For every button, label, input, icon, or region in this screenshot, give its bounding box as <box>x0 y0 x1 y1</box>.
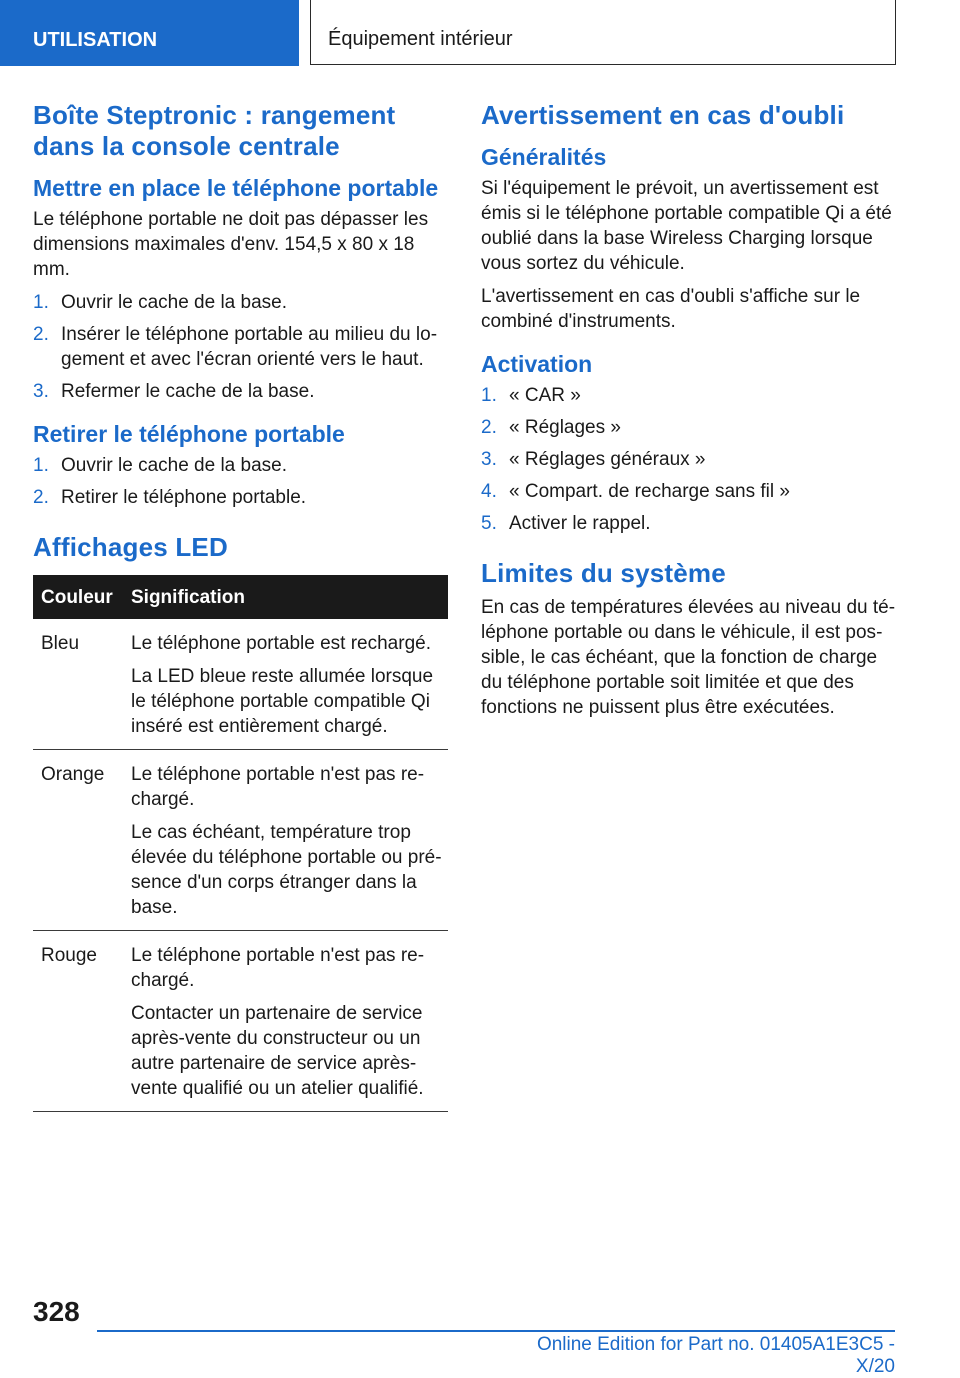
step-text: Ouvrir le cache de la base. <box>61 455 288 476</box>
list-item <box>33 322 448 372</box>
list-item <box>481 447 896 472</box>
led-color: Rouge <box>33 931 123 1112</box>
list-item <box>33 453 448 478</box>
table-row <box>33 931 448 1112</box>
list-item <box>33 290 448 315</box>
step-number: 5. <box>481 513 497 534</box>
step-text: « CAR » <box>509 385 581 406</box>
footer-divider <box>97 1330 895 1332</box>
meaning-line: Le téléphone portable n'est pas rechargé. <box>131 764 425 810</box>
column-header-meaning: Signification <box>123 575 448 619</box>
right-column <box>481 100 896 728</box>
chapter-title: Équipement intérieur <box>310 0 896 65</box>
section-tab[interactable]: UTILISATION <box>0 0 299 66</box>
step-text: Refermer le cache de la base. <box>61 381 315 402</box>
meaning-line: La LED bleue reste allumée lorsque le téléphone portable compatible Qi inséré est entièrement chargé. <box>131 666 434 737</box>
remove-phone-heading: Retirer le téléphone portable <box>33 421 345 447</box>
step-number: 1. <box>33 292 49 313</box>
system-limits-text: En cas de températures élevées au niveau du téléphone portable ou dans le véhicule, il est possible, le cas échéant, que la fonction de charge du téléphone portable soit limitée et que des fonctions ne puissent plus être exécutées. <box>481 597 896 718</box>
led-color: Orange <box>33 750 123 931</box>
dimension-note: Le téléphone portable ne doit pas dépasser les dimensions maximales d'env. 154,5 x 80 x 18 mm. <box>33 209 429 280</box>
system-limits-heading: Limites du système <box>481 558 726 588</box>
table-row <box>33 619 448 750</box>
page-number: 328 <box>33 1296 80 1327</box>
insert-steps-list <box>33 290 448 404</box>
led-meaning <box>123 750 448 931</box>
reminder-title: Avertissement en cas d'oubli <box>481 100 845 130</box>
step-text: Retirer le téléphone portable. <box>61 487 307 508</box>
step-number: 1. <box>481 385 497 406</box>
step-text: « Réglages généraux » <box>509 449 706 470</box>
led-meaning <box>123 931 448 1112</box>
meaning-line: Le cas échéant, température trop élevée du téléphone portable ou présence d'un corps étranger dans la base. <box>131 822 442 918</box>
remove-steps-list <box>33 453 448 510</box>
table-header-row <box>33 575 448 619</box>
list-item <box>481 479 896 504</box>
table-row <box>33 750 448 931</box>
column-header-color: Couleur <box>33 575 123 619</box>
led-table <box>33 575 448 1112</box>
step-text: « Réglages » <box>509 417 621 438</box>
step-number: 3. <box>33 381 49 402</box>
step-number: 2. <box>33 487 49 508</box>
step-text: Ouvrir le cache de la base. <box>61 292 288 313</box>
edition-note: Online Edition for Part no. 01405A1E3C5 - X/20 <box>536 1334 895 1377</box>
list-item <box>33 485 448 510</box>
led-heading: Affichages LED <box>33 532 228 562</box>
meaning-line: Contacter un partenaire de service après-vente du constructeur ou un autre partenaire de service après-vente qualifié ou un atelier qualifié. <box>131 1003 424 1099</box>
led-meaning <box>123 619 448 750</box>
meaning-line: Le téléphone portable est rechargé. <box>131 633 431 654</box>
insert-phone-heading: Mettre en place le téléphone portable <box>33 175 439 201</box>
left-column <box>33 100 448 1112</box>
led-color: Bleu <box>33 619 123 750</box>
step-number: 2. <box>481 417 497 438</box>
list-item <box>481 511 896 536</box>
general-paragraph: L'avertissement en cas d'oubli s'affiche sur le combiné d'instruments. <box>481 286 861 332</box>
step-text: Insérer le téléphone portable au milieu du logement et avec l'écran orienté vers le haut. <box>61 324 438 370</box>
step-number: 3. <box>481 449 497 470</box>
step-number: 2. <box>33 324 49 345</box>
step-number: 4. <box>481 481 497 502</box>
step-text: « Compart. de recharge sans fil » <box>509 481 790 502</box>
general-paragraph: Si l'équipement le prévoit, un avertissement est émis si le téléphone portable compatible Qi a été oublié dans la base Wireless Charging lorsque vous sortez du véhicule. <box>481 178 892 274</box>
list-item <box>481 415 896 440</box>
list-item <box>33 379 448 404</box>
step-number: 1. <box>33 455 49 476</box>
activation-heading: Activation <box>481 351 593 377</box>
activation-steps-list <box>481 383 896 536</box>
general-heading: Généralités <box>481 144 607 170</box>
step-text: Activer le rappel. <box>509 513 651 534</box>
list-item <box>481 383 896 408</box>
section-title: Boîte Steptronic : rangement dans la console centrale <box>33 100 396 161</box>
meaning-line: Le téléphone portable n'est pas rechargé. <box>131 945 425 991</box>
